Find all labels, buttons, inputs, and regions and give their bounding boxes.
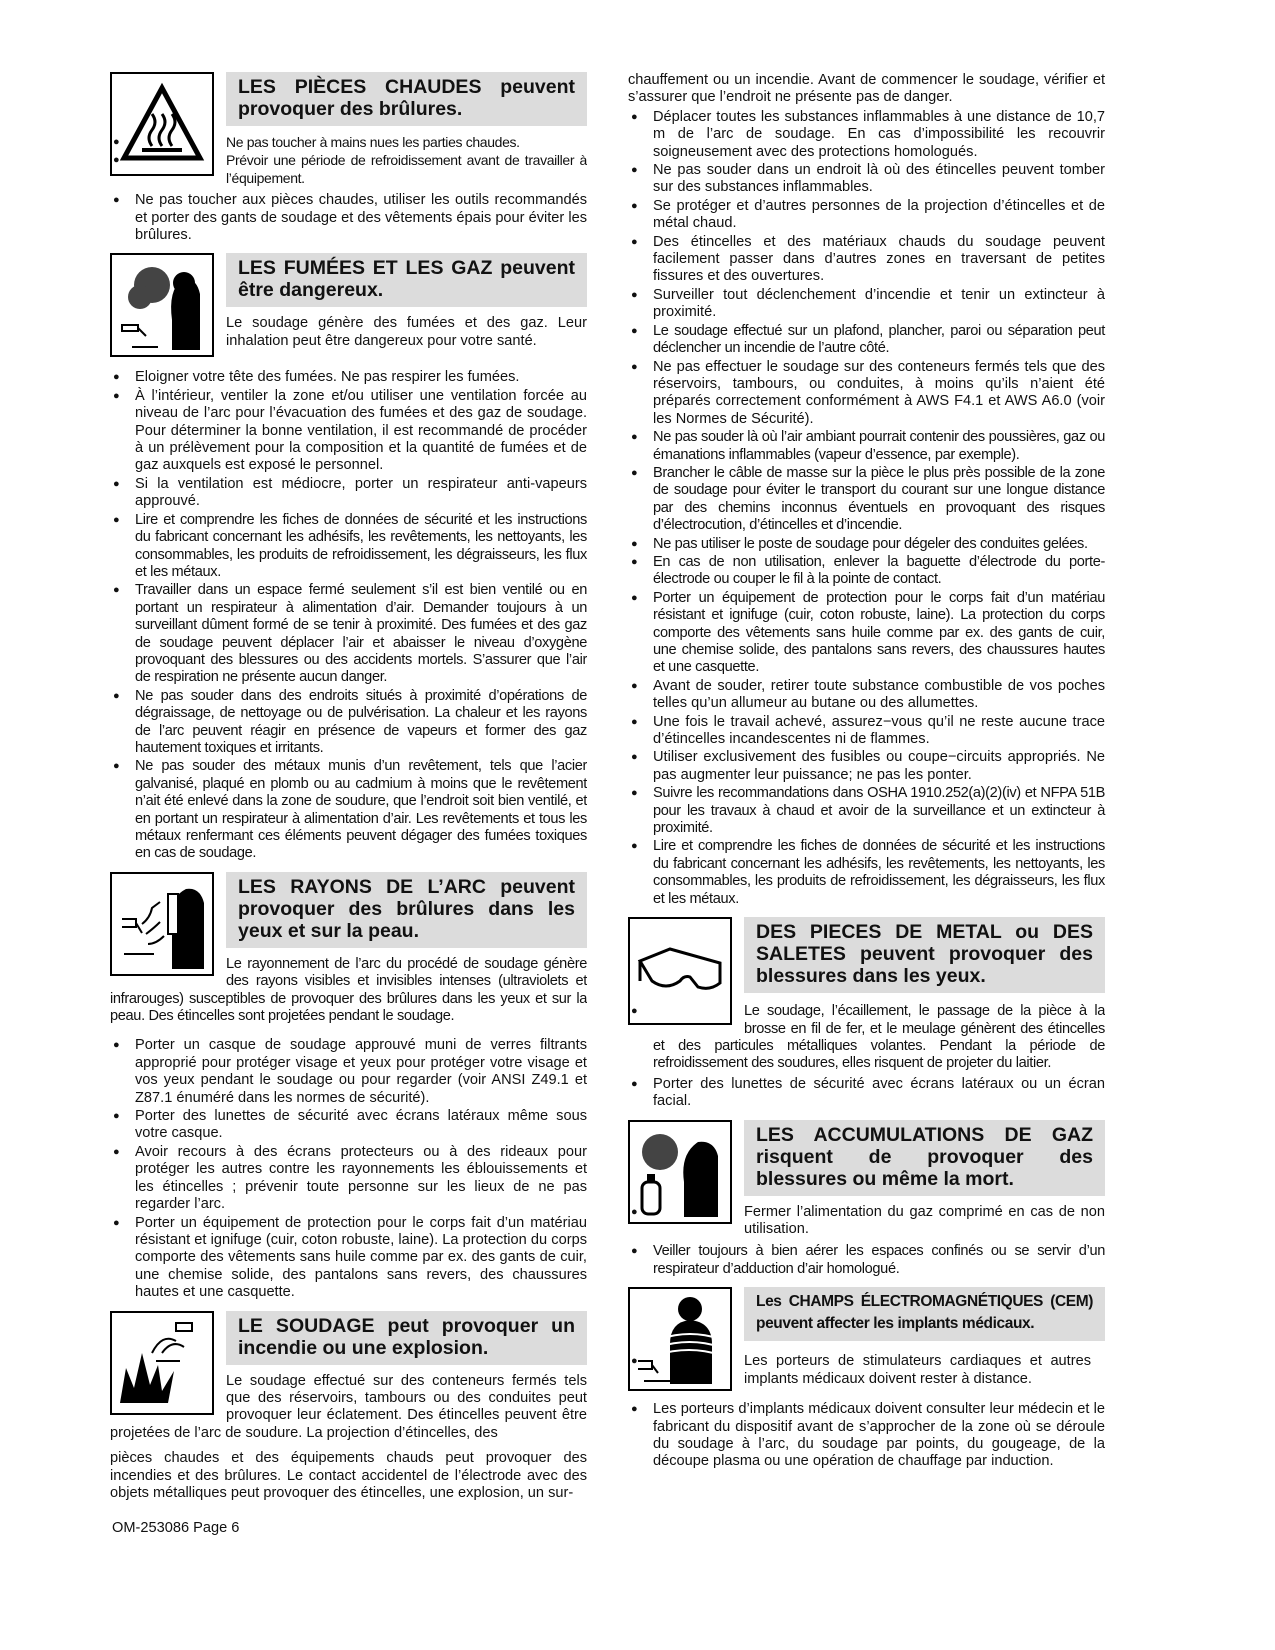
- section-arc-rays: [110, 872, 587, 1303]
- list-item: ● Brancher le câble de masse sur la pièce le plus près possible de la zone de soudage pour éviter le transport du courant sur une longue distance par des chemins inconnus éventuels en provoquant des risques d’électrocution, d’étincelles et d’incendie.: [628, 465, 1105, 535]
- list-item: ● Le soudage effectué sur un plafond, plancher, paroi ou séparation peut déclencher un incendie de l’autre côté.: [628, 323, 1105, 358]
- list-item: ● Ne pas toucher à mains nues les parties chaudes.: [110, 134, 587, 151]
- list-item: ● Ne pas souder là où l’air ambiant pourrait contenir des poussières, gaz ou émanations inflammables (vapeur d’essence, par exemple).: [628, 429, 1105, 464]
- list-item: ● Ne pas souder dans un endroit là où des étincelles peuvent tomber sur des substances inflammables.: [628, 162, 1105, 197]
- list-item: ● Porter un équipement de protection pour le corps fait d’un matériau résistant et ignifuge (cuir, coton robuste, laine). La protection du corps comporte des vêtements sans huile comme par ex. des gants de cuir, une chemise solide, des pantalons sans revers, des chaussures hautes et une casquette.: [110, 1215, 587, 1302]
- list-item: ● Porter un équipement de protection pour le corps fait d’un matériau résistant et ignifuge (cuir, coton robuste, laine). La protection du corps comporte des vêtements sans huile comme par ex. des gants de cuir, une chemise solide, des pantalons sans revers, des chaussures hautes et une casquette.: [628, 590, 1105, 677]
- fire-title: LE SOUDAGE peut provoquer un incendie ou une explosion.: [226, 1311, 587, 1365]
- list-item: ● Les porteurs d’implants médicaux doivent consulter leur médecin et le fabricant du dispositif avant de s’approcher de la zone où se déroule du soudage à l’arc, du soudage par points, du gougeage, de la découpe plasma ou une opération de chauffage par induction.: [628, 1401, 1105, 1471]
- left-column: [110, 72, 587, 1504]
- fumes-intro: Le soudage génère des fumées et des gaz. Leur inhalation peut être dangereux pour votre santé.: [226, 315, 587, 349]
- right-column: [628, 72, 1105, 1472]
- list-item: ● Porter des lunettes de sécurité avec écrans latéraux même sous votre casque.: [110, 1108, 587, 1143]
- list-item: ● Des étincelles et des matériaux chauds du soudage peuvent facilement passer dans d’autres zones en traversant de petites fissures et des ouvertures.: [628, 234, 1105, 286]
- fire-explosion-warning-icon: [110, 1311, 214, 1415]
- list-item: ● Si la ventilation est médiocre, porter un respirateur anti-vapeurs approuvé.: [110, 476, 587, 511]
- fire-intro: Le soudage effectué sur des conteneurs fermés tels que des réservoirs, tambours ou des conduites peut provoquer leur éclatement. Des étincelles peuvent être projetées de l’arc de soudure. La projection d’étincelles, des: [110, 1372, 587, 1441]
- fire-intro-right: chauffement ou un incendie. Avant de commencer le soudage, vérifier et s’assurer que l’endroit ne présente pas de danger.: [628, 72, 1105, 106]
- list-item: ● Lire et comprendre les fiches de données de sécurité et les instructions du fabricant concernant les adhésifs, les revêtements, les nettoyants, les consommables, les produits de refroidissement, les dégraisseurs, les flux et les métaux.: [628, 838, 1105, 908]
- list-item: ● À l’intérieur, ventiler la zone et/ou utiliser une ventilation forcée au niveau de l’arc pour l’évacuation des fumées et des gaz de soudage. Pour déterminer la bonne ventilation, il est recommandé de procéder à un prélèvement pour la composition et la quantité de fumées et de gaz auxquels est exposé le personnel.: [110, 388, 587, 475]
- arc-rays-warning-icon: [110, 872, 214, 976]
- section-hot-parts: [110, 72, 587, 245]
- section-gas: [628, 1120, 1105, 1280]
- metal-title: DES PIECES DE METAL ou DES SALETES peuvent provoquer des blessures dans les yeux.: [744, 917, 1105, 993]
- hot-parts-title: LES PIÈCES CHAUDES peuvent provoquer des brûlures.: [226, 72, 587, 126]
- fumes-title: LES FUMÉES ET LES GAZ peuvent être dangereux.: [226, 253, 587, 307]
- arc-rays-title: LES RAYONS DE L’ARC peuvent provoquer des brûlures dans les yeux et sur la peau.: [226, 872, 587, 948]
- list-item: ● Ne pas souder dans des endroits situés à proximité d’opérations de dégraissage, de nettoyage ou de pulvérisation. La chaleur et les rayons de l’arc peuvent réagir en présence de vapeurs et former des gaz hautement toxiques et irritants.: [110, 688, 587, 758]
- list-item: ● Ne pas souder des métaux munis d’un revêtement, tels que l’acier galvanisé, plaqué en plomb ou au cadmium à moins que le revêtement n’ait été enlevé dans la zone de soudure, que l’endroit soit bien ventilé, et en portant un respirateur à alimentation d’air. Les revêtements et tous les métaux renfermant ces éléments peuvent dégager des fumées toxiques en cas de soudage.: [110, 758, 587, 862]
- section-emf: [628, 1287, 1105, 1472]
- list-item: ● Avoir recours à des écrans protecteurs ou à des rideaux pour protéger les autres contre les rayonnements les éblouissements et les étincelles ; prévenir toute personne sur les lieux de ne pas regarder l’arc.: [110, 1144, 587, 1214]
- list-item: ● Une fois le travail achevé, assurez−vous qu’il ne reste aucune trace d’étincelles incandescentes ni de flammes.: [628, 714, 1105, 749]
- list-item: ● Les porteurs de stimulateurs cardiaques et autres implants médicaux doivent rester à distance.: [628, 1353, 1091, 1388]
- list-item: ● Fermer l’alimentation du gaz comprimé en cas de non utilisation.: [628, 1204, 1105, 1239]
- list-item: ● Surveiller tout déclenchement d’incendie et tenir un extincteur à proximité.: [628, 287, 1105, 322]
- list-item: ● Ne pas toucher aux pièces chaudes, utiliser les outils recommandés et porter des gants de soudage et des vêtements épais pour éviter les brûlures.: [110, 192, 587, 244]
- list-item: ● Ne pas effectuer le soudage sur des conteneurs fermés tels que des réservoirs, tambours, ou conduites, à moins qu’ils n’aient été préparés correctement conformément à AWS F4.1 et AWS A6.0 (voir les Normes de Sécurité).: [628, 359, 1105, 429]
- fire-intro-continued: pièces chaudes et des équipements chauds peut provoquer des incendies et des brûlures. Le contact accidentel de l’électrode avec des objets métalliques peut provoquer des étincelles, une explosion, un sur-: [110, 1450, 587, 1501]
- list-item: ● Lire et comprendre les fiches de données de sécurité et les instructions du fabricant concernant les adhésifs, les revêtements, les nettoyants, les consommables, les produits de refroidissement, les dégraisseurs, les flux et les métaux.: [110, 512, 587, 582]
- section-metal: [628, 917, 1105, 1111]
- list-item: ● Le soudage, l’écaillement, le passage de la pièce à la brosse en fil de fer, et le meulage génèrent des étincelles et des particules métalliques volantes. Pendant la période de refroidissement des soudures, elles risquent de projeter du laitier.: [628, 1003, 1105, 1073]
- arc-rays-intro: Le rayonnement de l’arc du procédé de soudage génère des rayons visibles et invisibles intenses (ultraviolets et infrarouges) susceptibles de provoquer des brûlures dans les yeux et sur la peau. Des étincelles sont projetées pendant le soudage.: [110, 955, 587, 1025]
- page-footer: OM-253086 Page 6: [112, 1520, 240, 1536]
- fumes-gas-warning-icon: [110, 253, 214, 357]
- list-item: ● Travailler dans un espace fermé seulement s’il est bien ventilé ou en portant un respirateur à alimentation d’air. Demander toujours à un surveillant dûment formé de se tenir à proximité. Des fumées et des gaz de soudage peuvent déplacer l’air et abaisser le niveau d’oxygène provoquant des blessures ou des accidents mortels. S’assurer que l’air de respiration ne présente aucun danger.: [110, 582, 587, 686]
- list-item: ● Prévoir une période de refroidissement avant de travailler à l’équipement.: [110, 152, 587, 187]
- list-item: ● Avant de souder, retirer toute substance combustible de vos poches telles qu’un allumeur au butane ou des allumettes.: [628, 678, 1105, 713]
- list-item: ● Ne pas utiliser le poste de soudage pour dégeler des conduites gelées.: [628, 536, 1105, 553]
- list-item: ● Suivre les recommandations dans OSHA 1910.252(a)(2)(iv) et NFPA 51B pour les travaux à chaud et avoir de la surveillance et un extincteur à proximité.: [628, 785, 1105, 837]
- list-item: ● Porter un casque de soudage approuvé muni de verres filtrants approprié pour protéger visage et yeux pour protéger votre visage et vos yeux pendant le soudage ou pour regarder (voir ANSI Z49.1 et Z87.1 énuméré dans les normes de sécurité).: [110, 1037, 587, 1107]
- list-item: ● En cas de non utilisation, enlever la baguette d’électrode du porte-électrode ou couper le fil à la pointe de contact.: [628, 554, 1105, 589]
- section-fire: [110, 1311, 587, 1505]
- gas-title: LES ACCUMULATIONS DE GAZ risquent de provoquer des blessures ou même la mort.: [744, 1120, 1105, 1196]
- section-fumes: [110, 253, 587, 863]
- list-item: ● Se protéger et d’autres personnes de la projection d’étincelles et de métal chaud.: [628, 198, 1105, 233]
- list-item: ● Veiller toujours à bien aérer les espaces confinés ou se servir d’un respirateur d’adduction d’air homologué.: [628, 1243, 1105, 1278]
- list-item: ● Déplacer toutes les substances inflammables à une distance de 10,7 m de l’arc de soudage. En cas d’impossibilité les recouvrir soigneusement avec des protections homologués.: [628, 109, 1105, 161]
- emf-title: Les CHAMPS ÉLECTROMAGNÉTIQUES (CEM) peuvent affecter les implants médicaux.: [744, 1287, 1105, 1341]
- list-item: ● Eloigner votre tête des fumées. Ne pas respirer les fumées.: [110, 369, 587, 386]
- fire-bullets: [628, 109, 1105, 908]
- list-item: ● Porter des lunettes de sécurité avec écrans latéraux ou un écran facial.: [628, 1076, 1105, 1111]
- list-item: ● Utiliser exclusivement des fusibles ou coupe−circuits appropriés. Ne pas augmenter leur puissance; ne pas les ponter.: [628, 749, 1105, 784]
